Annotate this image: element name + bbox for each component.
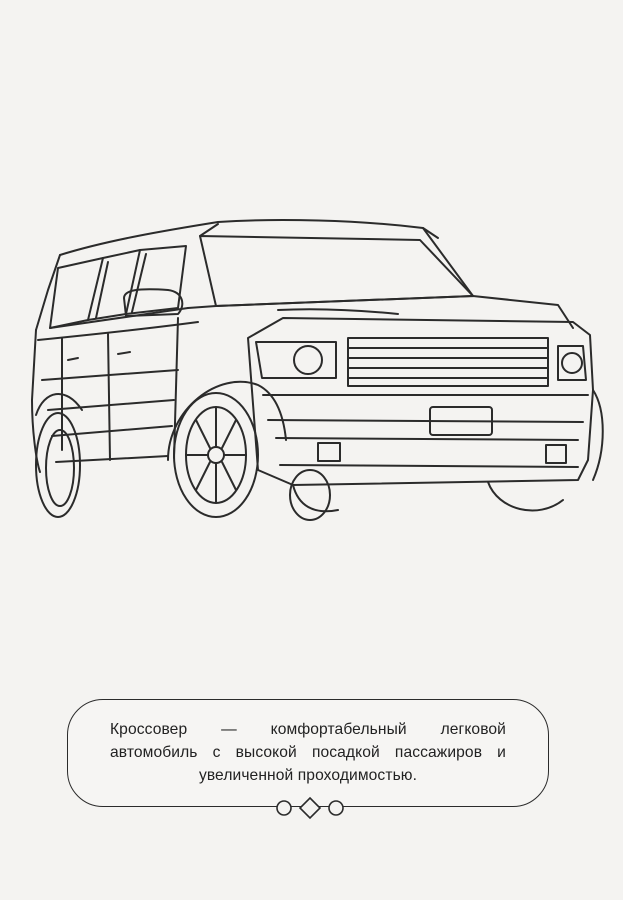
caption-text: Кроссовер — комфортабельный легковой автомобиль с высокой посадкой пассажиров и увеличенной проходимостью.: [110, 721, 506, 784]
ornament-divider-icon: [270, 796, 350, 820]
car-outline-illustration: [18, 210, 608, 540]
caption-box: [67, 699, 549, 807]
